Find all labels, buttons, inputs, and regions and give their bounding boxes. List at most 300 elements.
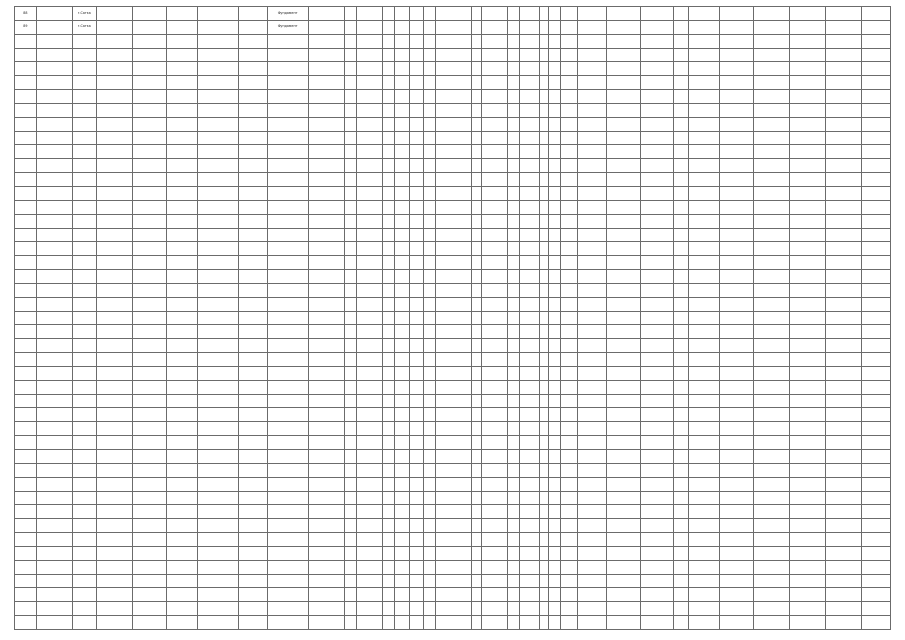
table-cell — [549, 394, 561, 408]
table-cell — [606, 159, 640, 173]
table-cell — [561, 380, 578, 394]
table-cell — [674, 422, 688, 436]
table-cell — [720, 173, 754, 187]
table-cell — [436, 408, 472, 422]
table-row — [15, 34, 891, 48]
table-cell: г.Сатка — [72, 20, 96, 34]
table-cell — [344, 325, 356, 339]
table-cell — [720, 90, 754, 104]
table-cell — [436, 242, 472, 256]
table-cell — [508, 366, 520, 380]
table-cell — [96, 339, 132, 353]
table-cell — [72, 505, 96, 519]
table-cell — [132, 90, 166, 104]
table-cell — [424, 48, 436, 62]
table-cell — [549, 200, 561, 214]
table-cell — [789, 505, 825, 519]
table-row — [15, 339, 891, 353]
table-cell — [436, 366, 472, 380]
table-cell — [436, 574, 472, 588]
table-cell — [238, 408, 267, 422]
table-cell — [436, 283, 472, 297]
table-cell — [720, 574, 754, 588]
table-row — [15, 588, 891, 602]
table-cell — [15, 131, 37, 145]
table-cell — [472, 450, 482, 464]
table-cell — [561, 519, 578, 533]
table-cell — [825, 380, 861, 394]
table-cell — [549, 422, 561, 436]
table-cell — [640, 574, 674, 588]
table-cell — [472, 353, 482, 367]
table-cell — [561, 311, 578, 325]
table-cell — [15, 103, 37, 117]
table-cell — [549, 159, 561, 173]
table-cell — [481, 602, 507, 616]
table-cell — [688, 186, 719, 200]
table-row — [15, 436, 891, 450]
table-cell — [72, 256, 96, 270]
table-cell — [825, 34, 861, 48]
table-cell — [308, 325, 344, 339]
table-cell — [753, 353, 789, 367]
table-cell — [862, 491, 891, 505]
table-cell — [561, 560, 578, 574]
table-cell — [508, 436, 520, 450]
table-cell — [539, 436, 549, 450]
table-cell — [72, 408, 96, 422]
table-cell — [720, 339, 754, 353]
table-cell — [96, 297, 132, 311]
table-cell — [789, 366, 825, 380]
table-cell — [96, 505, 132, 519]
table-cell — [539, 76, 549, 90]
table-cell — [395, 602, 409, 616]
table-cell — [578, 463, 607, 477]
table-cell — [36, 366, 72, 380]
table-cell — [238, 200, 267, 214]
table-cell — [753, 20, 789, 34]
table-cell — [395, 103, 409, 117]
table-cell — [561, 173, 578, 187]
table-cell — [720, 560, 754, 574]
table-row — [15, 297, 891, 311]
table-cell — [436, 173, 472, 187]
table-cell — [481, 519, 507, 533]
table-cell — [539, 62, 549, 76]
table-cell — [640, 353, 674, 367]
table-cell — [197, 588, 238, 602]
table-cell — [436, 450, 472, 464]
table-cell — [789, 242, 825, 256]
table-cell — [308, 366, 344, 380]
table-cell — [578, 48, 607, 62]
table-cell — [862, 173, 891, 187]
table-row — [15, 48, 891, 62]
table-cell — [549, 574, 561, 588]
table-cell — [436, 145, 472, 159]
table-cell — [72, 283, 96, 297]
table-cell — [825, 297, 861, 311]
table-cell — [344, 311, 356, 325]
table-cell — [481, 145, 507, 159]
table-cell — [862, 394, 891, 408]
table-cell — [578, 339, 607, 353]
table-cell — [753, 311, 789, 325]
table-cell — [197, 159, 238, 173]
table-cell — [197, 450, 238, 464]
table-cell — [267, 186, 308, 200]
table-cell — [520, 491, 539, 505]
table-cell — [344, 339, 356, 353]
table-cell — [520, 242, 539, 256]
table-cell — [520, 117, 539, 131]
table-cell — [789, 408, 825, 422]
table-cell — [132, 173, 166, 187]
table-cell — [36, 131, 72, 145]
table-cell — [395, 546, 409, 560]
table-cell — [539, 602, 549, 616]
table-cell — [424, 588, 436, 602]
table-cell — [578, 380, 607, 394]
table-cell — [640, 491, 674, 505]
table-cell — [606, 145, 640, 159]
table-cell — [549, 7, 561, 21]
table-cell — [395, 519, 409, 533]
table-cell — [640, 325, 674, 339]
table-cell — [238, 145, 267, 159]
table-cell — [96, 311, 132, 325]
table-cell — [561, 242, 578, 256]
table-cell — [520, 450, 539, 464]
table-cell — [356, 311, 382, 325]
table-cell — [825, 20, 861, 34]
table-cell — [166, 242, 197, 256]
table-cell — [383, 311, 395, 325]
table-cell — [72, 519, 96, 533]
table-cell — [267, 214, 308, 228]
table-cell — [825, 546, 861, 560]
table-cell — [409, 436, 423, 450]
table-cell — [395, 380, 409, 394]
table-cell — [267, 228, 308, 242]
table-cell — [472, 560, 482, 574]
table-cell — [308, 76, 344, 90]
table-cell — [674, 7, 688, 21]
table-cell — [15, 76, 37, 90]
table-cell — [166, 297, 197, 311]
table-cell — [436, 76, 472, 90]
table-cell — [267, 200, 308, 214]
table-cell — [383, 20, 395, 34]
table-cell — [674, 103, 688, 117]
table-cell — [344, 145, 356, 159]
table-cell — [436, 228, 472, 242]
table-cell — [238, 159, 267, 173]
table-cell — [753, 228, 789, 242]
table-cell — [825, 117, 861, 131]
table-cell — [825, 588, 861, 602]
table-cell — [789, 588, 825, 602]
table-cell — [15, 560, 37, 574]
table-cell — [72, 103, 96, 117]
table-cell — [640, 256, 674, 270]
table-cell — [267, 90, 308, 104]
table-cell — [640, 519, 674, 533]
table-cell — [862, 214, 891, 228]
table-cell — [409, 145, 423, 159]
table-cell — [395, 117, 409, 131]
table-cell — [561, 602, 578, 616]
table-cell — [578, 353, 607, 367]
table-cell — [520, 173, 539, 187]
table-cell — [436, 505, 472, 519]
table-cell — [36, 422, 72, 436]
table-cell — [308, 297, 344, 311]
table-cell — [862, 159, 891, 173]
table-cell — [436, 616, 472, 630]
table-cell — [132, 256, 166, 270]
table-cell — [539, 7, 549, 21]
table-cell — [197, 145, 238, 159]
table-cell — [436, 560, 472, 574]
table-cell — [720, 505, 754, 519]
table-cell — [132, 145, 166, 159]
table-cell — [308, 145, 344, 159]
table-cell — [166, 436, 197, 450]
table-cell — [674, 574, 688, 588]
table-cell — [424, 422, 436, 436]
table-cell — [688, 463, 719, 477]
table-cell — [688, 353, 719, 367]
table-cell — [539, 339, 549, 353]
table-cell — [472, 186, 482, 200]
table-cell — [36, 270, 72, 284]
table-cell — [166, 380, 197, 394]
table-cell — [520, 616, 539, 630]
table-cell — [356, 463, 382, 477]
table-cell — [383, 62, 395, 76]
table-cell — [308, 90, 344, 104]
table-cell — [688, 602, 719, 616]
table-cell — [238, 228, 267, 242]
table-cell — [720, 353, 754, 367]
table-cell — [383, 48, 395, 62]
table-cell — [753, 588, 789, 602]
table-cell — [481, 588, 507, 602]
table-row — [15, 519, 891, 533]
table-cell — [549, 270, 561, 284]
table-cell — [197, 463, 238, 477]
table-cell — [720, 34, 754, 48]
table-cell — [238, 533, 267, 547]
table-cell — [383, 602, 395, 616]
table-cell — [640, 7, 674, 21]
table-cell — [862, 602, 891, 616]
table-cell — [472, 380, 482, 394]
table-cell — [862, 616, 891, 630]
table-cell — [520, 228, 539, 242]
table-cell — [674, 560, 688, 574]
table-cell — [395, 283, 409, 297]
table-cell — [72, 380, 96, 394]
table-cell — [789, 616, 825, 630]
table-cell — [481, 574, 507, 588]
table-cell — [424, 256, 436, 270]
table-row — [15, 546, 891, 560]
table-cell — [36, 574, 72, 588]
table-cell — [424, 311, 436, 325]
table-cell — [578, 117, 607, 131]
table-cell — [606, 560, 640, 574]
table-cell — [481, 505, 507, 519]
table-cell — [356, 394, 382, 408]
table-cell — [96, 48, 132, 62]
table-cell — [436, 353, 472, 367]
table-cell — [539, 560, 549, 574]
table-cell — [561, 256, 578, 270]
table-cell — [539, 477, 549, 491]
table-cell — [356, 103, 382, 117]
table-cell — [96, 574, 132, 588]
table-cell — [344, 616, 356, 630]
table-cell — [825, 48, 861, 62]
table-cell — [96, 616, 132, 630]
table-cell — [539, 325, 549, 339]
table-cell — [481, 7, 507, 21]
table-cell — [424, 270, 436, 284]
table-cell — [238, 477, 267, 491]
table-cell — [356, 131, 382, 145]
table-cell — [508, 616, 520, 630]
table-cell — [238, 366, 267, 380]
table-cell — [424, 62, 436, 76]
table-cell — [520, 588, 539, 602]
table-cell — [72, 616, 96, 630]
table-cell — [606, 450, 640, 464]
table-cell — [789, 394, 825, 408]
table-cell — [578, 616, 607, 630]
table-cell — [15, 366, 37, 380]
table-cell — [549, 117, 561, 131]
table-cell — [267, 145, 308, 159]
table-cell — [436, 7, 472, 21]
table-cell — [409, 353, 423, 367]
table-cell — [15, 297, 37, 311]
table-cell — [825, 477, 861, 491]
table-cell — [789, 90, 825, 104]
table-cell — [166, 546, 197, 560]
table-cell — [481, 366, 507, 380]
table-cell — [166, 76, 197, 90]
table-cell — [688, 228, 719, 242]
table-cell — [356, 560, 382, 574]
table-cell — [383, 117, 395, 131]
table-cell — [436, 256, 472, 270]
table-cell — [862, 20, 891, 34]
table-cell — [197, 7, 238, 21]
table-row — [15, 311, 891, 325]
table-cell — [606, 173, 640, 187]
table-cell — [424, 394, 436, 408]
table-cell — [15, 477, 37, 491]
table-cell — [424, 117, 436, 131]
table-cell — [15, 242, 37, 256]
table-cell — [383, 283, 395, 297]
table-cell — [472, 394, 482, 408]
table-cell — [508, 242, 520, 256]
table-cell — [674, 533, 688, 547]
table-cell — [424, 90, 436, 104]
table-cell — [789, 117, 825, 131]
table-cell — [640, 408, 674, 422]
table-cell — [96, 491, 132, 505]
table-cell — [862, 463, 891, 477]
table-cell — [15, 186, 37, 200]
table-cell — [520, 325, 539, 339]
table-cell — [344, 173, 356, 187]
table-cell — [356, 519, 382, 533]
table-cell — [578, 297, 607, 311]
table-cell — [267, 48, 308, 62]
table-cell — [481, 546, 507, 560]
table-cell — [166, 311, 197, 325]
table-cell — [753, 76, 789, 90]
table-cell — [238, 131, 267, 145]
table-cell — [674, 463, 688, 477]
table-cell — [539, 90, 549, 104]
table-cell — [578, 256, 607, 270]
table-cell — [238, 7, 267, 21]
table-cell — [395, 477, 409, 491]
table-cell — [197, 491, 238, 505]
table-cell — [72, 131, 96, 145]
table-cell — [267, 34, 308, 48]
table-cell — [549, 48, 561, 62]
table-cell — [308, 616, 344, 630]
table-cell — [267, 450, 308, 464]
table-cell — [481, 256, 507, 270]
table-cell — [549, 325, 561, 339]
table-cell — [356, 602, 382, 616]
table-cell — [383, 297, 395, 311]
table-cell — [688, 519, 719, 533]
table-cell — [356, 380, 382, 394]
table-cell — [267, 546, 308, 560]
table-row — [15, 574, 891, 588]
table-cell — [72, 62, 96, 76]
table-row — [15, 463, 891, 477]
table-cell — [356, 270, 382, 284]
table-cell — [132, 159, 166, 173]
table-cell — [409, 34, 423, 48]
table-cell — [267, 574, 308, 588]
table-cell — [96, 200, 132, 214]
table-cell — [789, 491, 825, 505]
table-cell — [166, 560, 197, 574]
table-cell — [640, 117, 674, 131]
table-cell — [862, 283, 891, 297]
table-cell — [308, 380, 344, 394]
table-cell — [549, 20, 561, 34]
table-cell — [197, 325, 238, 339]
table-cell — [308, 436, 344, 450]
table-cell — [409, 477, 423, 491]
table-cell — [356, 491, 382, 505]
table-cell — [424, 408, 436, 422]
table-cell — [508, 131, 520, 145]
table-cell — [36, 533, 72, 547]
